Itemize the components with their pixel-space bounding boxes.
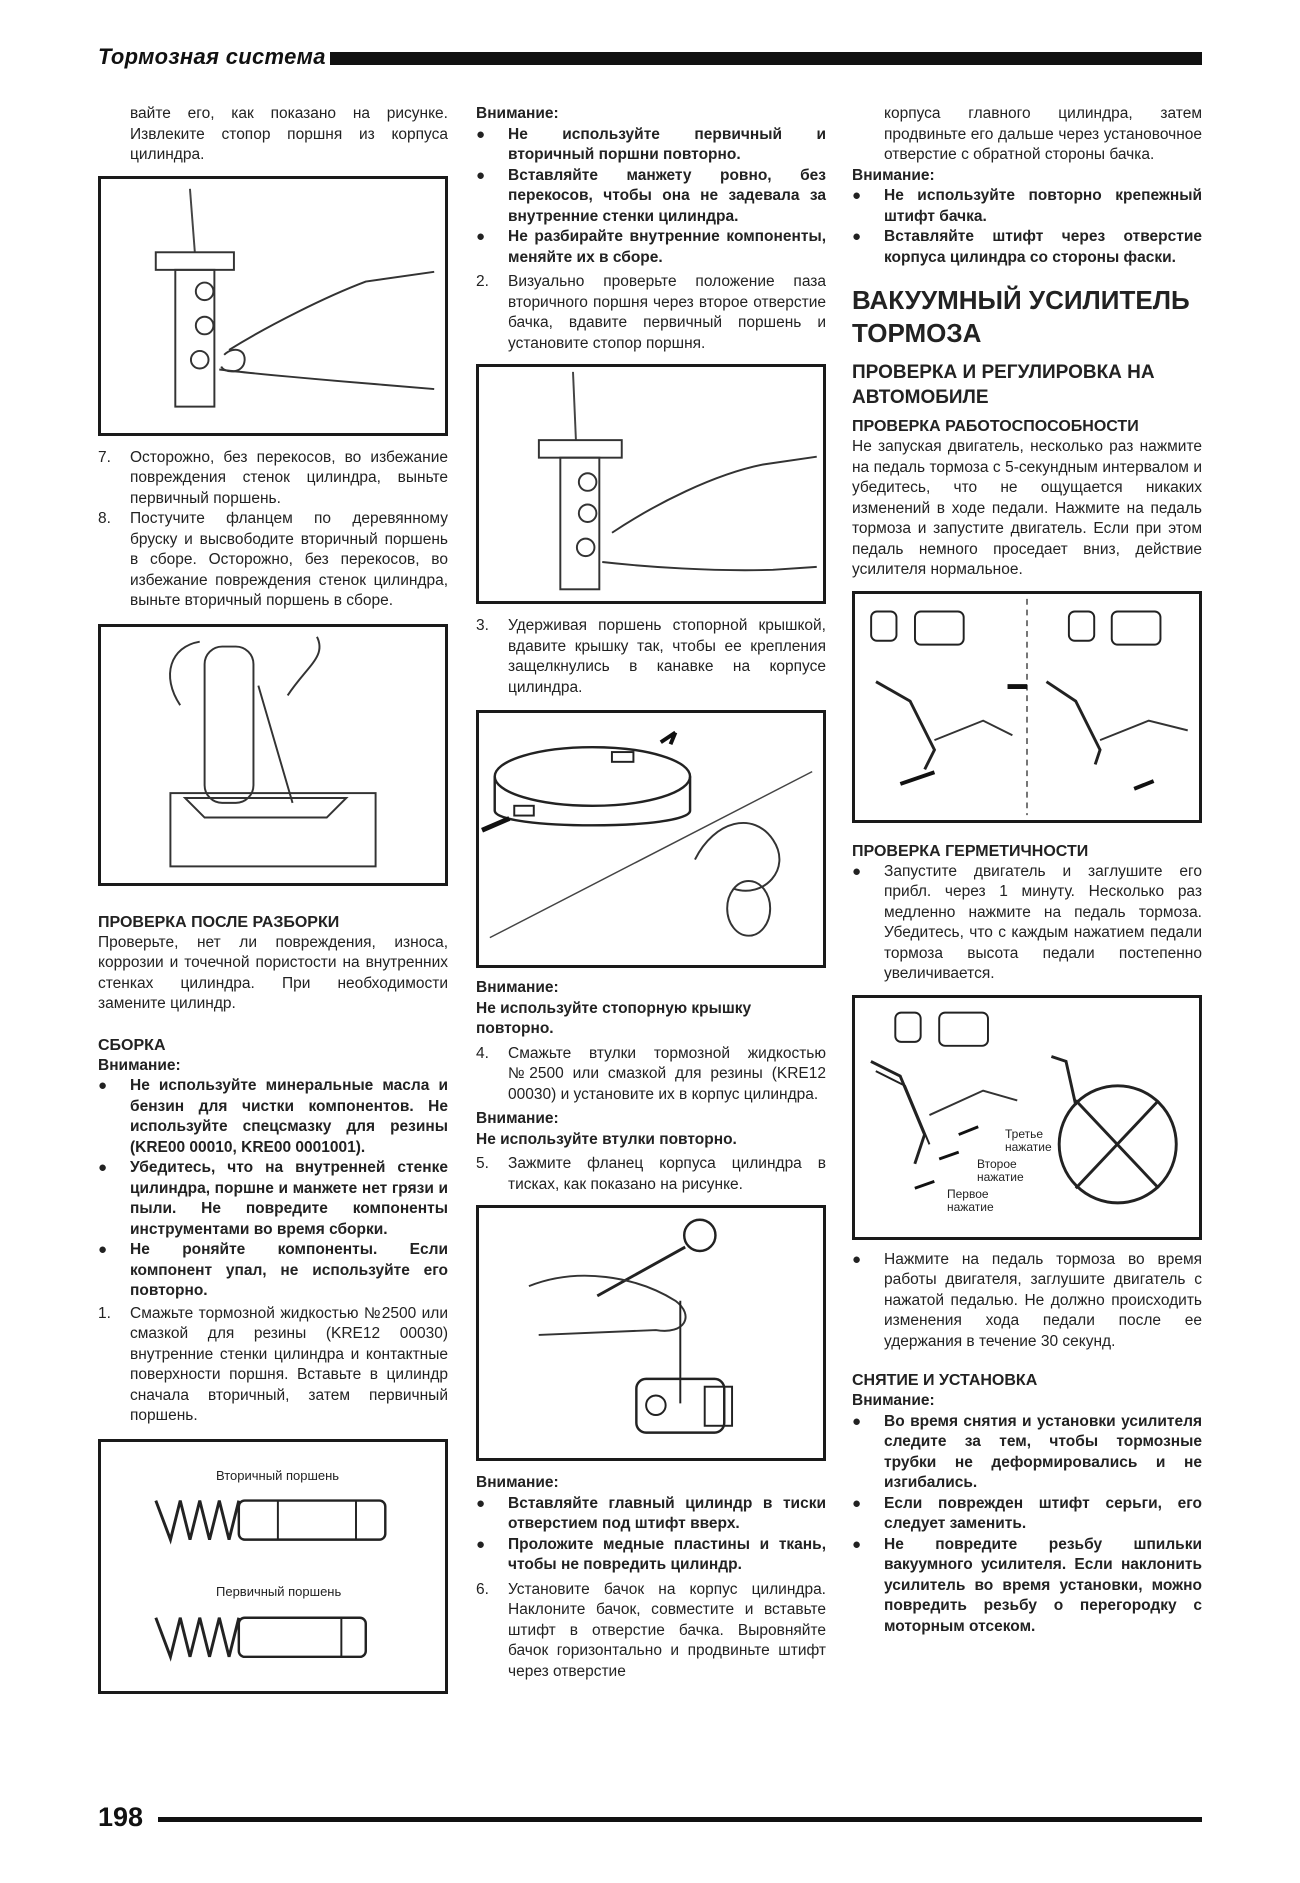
footer-rule [158, 1817, 1202, 1822]
figure-stopper-install [476, 364, 826, 604]
piston-warning-1: ● Не используйте первичный и вторичный поршни повторно. [476, 125, 826, 163]
page-header-title: Тормозная система [98, 44, 326, 69]
attention-label-2: Внимание: [852, 1392, 935, 1409]
attention-label-4: Внимание: [476, 1474, 559, 1491]
pedal-operation-illustration [855, 594, 1199, 820]
column-middle [476, 104, 826, 1682]
tightness-check-step-1: ● Запустите двигатель и заглушите его прибл. через 1 минуту. Несколько раз медленно нажмите на педаль тормоза. Убедитесь, что с каждым нажатием педали тормоза высота педали постепенно увеличивается. [852, 862, 1202, 982]
step-2: 2. Визуально проверьте положение паза вторичного поршня через второе отверстие бачка, вдавите первичный поршень и установите стопор поршня. [476, 273, 826, 352]
header-rule [330, 52, 1202, 65]
column-right [852, 104, 1202, 1637]
step-5: 5. Зажмите фланец корпуса цилиндра в тисках, как показано на рисунке. [476, 1155, 826, 1193]
primary-piston-label: Первичный поршень [216, 1583, 342, 1599]
removal-warning-2: ● Если поврежден штифт серьги, его следует заменить. [852, 1494, 1202, 1532]
stopper-cap-note: Не используйте стопорную крышку повторно. [476, 999, 752, 1037]
assembly-heading: СБОРКА [98, 1036, 166, 1054]
performance-check-text: Не запуская двигатель, несколько раз нажмите на педаль тормоза с 5-секундным интервалом и убедитесь, что не ощущается никаких изменений в ходе педали. Нажмите на педаль тормоза и запустите двигатель. Если при этом педаль немного проседает вниз, действие усилителя нормальное. [852, 438, 1202, 578]
second-press-label: Второе нажатие [977, 1156, 1024, 1184]
stopper-install-illustration [479, 367, 823, 601]
step-4: 4. Смажьте втулки тормозной жидкостью №2500 или смазкой для резины (KRE12 00030) и установите их в корпус цилиндра. [476, 1044, 826, 1103]
attention-label: Внимание: [852, 166, 935, 184]
pin-warning-2: ● Вставляйте штифт через отверстие корпуса цилиндра со стороны фаски. [852, 228, 1202, 266]
piston-warning-3: ● Не разбирайте внутренние компоненты, меняйте их в сборе. [476, 228, 826, 266]
third-press-label: Третье нажатие [1005, 1126, 1052, 1154]
assembly-warning-3: ● Не роняйте компоненты. Если компонент упал, не используйте его повторно. [98, 1241, 448, 1299]
piston-warning-2: ● Вставляйте манжету ровно, без перекосов, чтобы она не задевала за внутренние стенки цилиндра. [476, 166, 826, 225]
attention-label-2: Внимание: [476, 979, 559, 996]
assembly-warning-1: ● Не используйте минеральные масла и бензин для чистки компонентов. Не используйте спецсмазку для резины (KRE00 00010, KRE00 0001001). [98, 1077, 448, 1156]
step-7: 7. Осторожно, без перекосов, во избежание повреждения стенок цилиндра, выньте первичный поршень. [98, 448, 448, 507]
assembly-warning-2: ● Убедитесь, что на внутренней стенке цилиндра, поршне и манжете нет грязи и пыли. Не повредите компоненты инструментами во время сборки. [98, 1159, 448, 1238]
bushing-note: Не используйте втулки повторно. [476, 1130, 737, 1148]
step-3: 3. Удерживая поршень стопорной крышкой, вдавите крышку так, чтобы ее крепления защелкнулись в канавке на корпусе цилиндра. [476, 617, 826, 696]
figure-vise-hammer [476, 1205, 826, 1461]
tightness-check-step-2: ● Нажмите на педаль тормоза во время работы двигателя, заглушите двигатель с нажатой педалью. Не должно происходить изменения хода педали после ее удержания в течение 30 секунд. [852, 1250, 1202, 1350]
figure-flange-block [98, 624, 448, 886]
section-title: ВАКУУМНЫЙ УСИЛИТЕЛЬ ТОРМОЗА [852, 285, 1190, 348]
attention-label-3: Внимание: [476, 1110, 559, 1127]
figure-pistons [98, 1439, 448, 1694]
vise-warning-2: ● Проложите медные пластины и ткань, чтобы не повредить цилиндр. [476, 1535, 826, 1573]
flange-block-illustration [101, 627, 445, 883]
vise-warning-1: ● Вставляйте главный цилиндр в тиски отверстием под штифт вверх. [476, 1494, 826, 1532]
secondary-piston-label: Вторичный поршень [216, 1467, 340, 1483]
removal-warning-1: ● Во время снятия и установки усилителя следите за тем, чтобы тормозные трубки не деформировались и не изгибались. [852, 1412, 1202, 1491]
step-6: 6. Установите бачок на корпус цилиндра. Наклоните бачок, совместите и вставьте штифт в отверстие бачка. Выровняйте бачок горизонтально и продвиньте штифт через отверстие [476, 1580, 826, 1680]
column-left [98, 104, 448, 1694]
removal-installation-heading: СНЯТИЕ И УСТАНОВКА [852, 1372, 1038, 1389]
intro-text: вайте его, как показано на рисунке. Извлеките стопор поршня из корпуса цилиндра. [130, 105, 448, 163]
figure-pedal-operation [852, 591, 1202, 823]
first-press-label: Первое нажатие [947, 1186, 994, 1214]
check-after-disassembly-heading: ПРОВЕРКА ПОСЛЕ РАЗБОРКИ [98, 913, 340, 931]
pin-warning-1: ● Не используйте повторно крепежный штифт бачка. [852, 187, 1202, 225]
figure-cylinder-punch [98, 176, 448, 436]
attention-label: Внимание: [476, 105, 559, 122]
removal-warning-3: ● Не повредите резьбу шпильки вакуумного усилителя. Если наклонить усилитель во время установки, можно повредить резьбу о перегородку с моторным отсеком. [852, 1535, 1202, 1635]
step-8: 8. Постучите фланцем по деревянному бруску и высвободите вторичный поршень в сборе. Осторожно, без перекосов, во избежание повреждения стенок цилиндра, выньте вторичный поршень в сборе. [98, 510, 448, 609]
page-number: 198 [98, 1802, 144, 1832]
step-1: 1. Смажьте тормозной жидкостью №2500 или смазкой для резины (KRE12 00030) внутренние стенки цилиндра и контактные поверхности поршня. Вставьте в цилиндр сначала вторичный, затем первичный поршень. [98, 1304, 448, 1424]
attention-label: Внимание: [98, 1056, 181, 1074]
tightness-check-heading: ПРОВЕРКА ГЕРМЕТИЧНОСТИ [852, 842, 1089, 860]
stopper-cap-illustration [479, 713, 823, 965]
vise-hammer-illustration [479, 1208, 823, 1458]
pedal-presses-illustration [855, 998, 1199, 1237]
check-after-disassembly-text: Проверьте, нет ли повреждения, износа, коррозии и точечной пористости на внутренних стенках цилиндра. При необходимости замените цилиндр. [98, 933, 448, 1012]
performance-check-heading: ПРОВЕРКА РАБОТОСПОСОБНОСТИ [852, 418, 1139, 435]
subsection-title: ПРОВЕРКА И РЕГУЛИРОВКА НА АВТОМОБИЛЕ [852, 362, 1155, 408]
continued-text: корпуса главного цилиндра, затем продвиньте его дальше через установочное отверстие с обратной стороны бачка. [884, 105, 1202, 163]
cylinder-punch-illustration [101, 179, 445, 433]
figure-stopper-cap [476, 710, 826, 968]
figure-pedal-presses [852, 995, 1202, 1240]
